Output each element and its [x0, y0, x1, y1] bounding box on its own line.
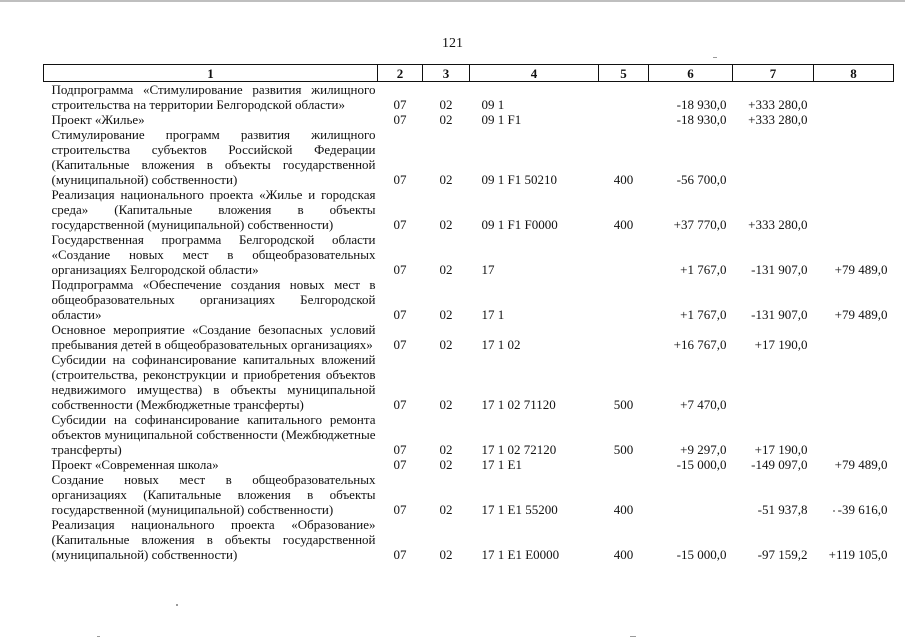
- row-amount-col8: +79 489,0: [834, 262, 888, 277]
- row-subsection: 02: [439, 97, 453, 112]
- row-name: Проект «Жилье»: [51, 112, 145, 127]
- row-amount-col7: +333 280,0: [748, 112, 808, 127]
- row-amount-col7: -97 159,2: [757, 547, 808, 562]
- row-amount-col8: [814, 352, 894, 412]
- row-amount-col8: [814, 322, 894, 352]
- header-col-4: 4: [470, 65, 599, 82]
- row-amount-col8: [814, 187, 894, 232]
- row-amount-col6: -15 000,0: [676, 457, 727, 472]
- row-amount-col8: [814, 112, 894, 127]
- row-expense-type: 400: [613, 172, 634, 187]
- table-row: [44, 472, 894, 517]
- row-name: Субсидии на софинансирование капитального ремонта объектов муниципальной собственности (Межбюджетные трансферты): [51, 412, 376, 457]
- row-amount-col7: -131 907,0: [751, 262, 808, 277]
- row-name: Государственная программа Белгородской области «Создание новых мест в общеобразовательных организациях Белгородской области»: [51, 232, 376, 277]
- scan-speck: [713, 57, 717, 58]
- row-target-code: 17 1 02: [481, 337, 521, 352]
- row-amount-col7: +17 190,0: [754, 337, 808, 352]
- header-col-6: 6: [649, 65, 733, 82]
- row-section: 07: [393, 307, 407, 322]
- page-number: 121: [442, 36, 463, 51]
- row-amount-col6: +1 767,0: [680, 262, 727, 277]
- table-row: [44, 112, 894, 127]
- table-row: [44, 232, 894, 277]
- row-amount-col7: -51 937,8: [757, 502, 808, 517]
- row-subsection: 02: [439, 337, 453, 352]
- row-name: Проект «Современная школа»: [51, 457, 219, 472]
- budget-table: [43, 64, 894, 562]
- header-row: [44, 65, 894, 82]
- row-expense-type: 500: [613, 442, 634, 457]
- row-section: 07: [393, 112, 407, 127]
- row-amount-col6: -15 000,0: [676, 547, 727, 562]
- row-name: Подпрограмма «Стимулирование развития жилищного строительства на территории Белгородской области»: [51, 82, 376, 112]
- row-target-code: 09 1 F1: [481, 112, 522, 127]
- table-row: [44, 187, 894, 232]
- row-subsection: 02: [439, 112, 453, 127]
- row-target-code: 17 1: [481, 307, 505, 322]
- row-target-code: 17 1 E1: [481, 457, 522, 472]
- row-subsection: 02: [439, 547, 453, 562]
- table-row: [44, 82, 894, 113]
- table-row: [44, 127, 894, 187]
- row-amount-col7: +17 190,0: [754, 442, 808, 457]
- row-target-code: 17 1 02 72120: [481, 442, 557, 457]
- row-section: 07: [393, 262, 407, 277]
- row-subsection: 02: [439, 262, 453, 277]
- row-amount-col6: +7 470,0: [680, 397, 727, 412]
- table-row: [44, 352, 894, 412]
- row-subsection: 02: [439, 442, 453, 457]
- row-amount-col7: [733, 352, 814, 412]
- row-target-code: 17 1 E1 55200: [481, 502, 558, 517]
- row-section: 07: [393, 97, 407, 112]
- row-section: 07: [393, 397, 407, 412]
- row-amount-col7: +333 280,0: [748, 97, 808, 112]
- row-amount-col8: [814, 82, 894, 113]
- header-col-5: 5: [599, 65, 649, 82]
- row-name: Основное мероприятие «Создание безопасных условий пребывания детей в общеобразовательных организациях»: [51, 322, 376, 352]
- row-amount-col7: +333 280,0: [748, 217, 808, 232]
- row-name: Реализация национального проекта «Жилье и городская среда» (Капитальные вложения в объекты государственной (муниципальной) собственности): [51, 187, 376, 232]
- row-target-code: 09 1: [481, 97, 505, 112]
- row-amount-col7: -149 097,0: [751, 457, 808, 472]
- row-target-code: 17: [481, 262, 495, 277]
- table-row: [44, 457, 894, 472]
- row-section: 07: [393, 547, 407, 562]
- row-amount-col6: -18 930,0: [676, 97, 727, 112]
- row-target-code: 09 1 F1 50210: [481, 172, 557, 187]
- row-amount-col6: -18 930,0: [676, 112, 727, 127]
- row-expense-type: [599, 322, 649, 352]
- table-row: [44, 277, 894, 322]
- row-amount-col7: -131 907,0: [751, 307, 808, 322]
- row-section: 07: [393, 442, 407, 457]
- row-section: 07: [393, 217, 407, 232]
- row-name: Создание новых мест в общеобразовательных организациях (Капитальные вложения в объекты государственной (муниципальной) собственности): [51, 472, 376, 517]
- row-amount-col8: +119 105,0: [828, 547, 888, 562]
- table-row: [44, 322, 894, 352]
- row-amount-col8: +79 489,0: [834, 307, 888, 322]
- header-col-8: 8: [814, 65, 894, 82]
- row-section: 07: [393, 457, 407, 472]
- row-subsection: 02: [439, 457, 453, 472]
- row-amount-col8: [814, 412, 894, 457]
- row-section: 07: [393, 502, 407, 517]
- row-section: 07: [393, 172, 407, 187]
- row-amount-col6: +16 767,0: [673, 337, 727, 352]
- scan-speck: [630, 636, 636, 637]
- row-amount-col8: [814, 127, 894, 187]
- row-expense-type: [599, 82, 649, 113]
- row-subsection: 02: [439, 217, 453, 232]
- row-expense-type: 400: [613, 547, 634, 562]
- scan-speck: [833, 510, 835, 512]
- row-section: 07: [393, 337, 407, 352]
- row-subsection: 02: [439, 172, 453, 187]
- table-row: [44, 412, 894, 457]
- table-row: [44, 517, 894, 562]
- scan-edge: [0, 0, 905, 2]
- row-name: Субсидии на софинансирование капитальных вложений (строительства, реконструкции и приобретения объектов недвижимого имущества) в объекты муниципальной собственности (Межбюджетные трансферты): [51, 352, 376, 412]
- row-expense-type: [599, 232, 649, 277]
- row-target-code: 17 1 E1 E0000: [481, 547, 560, 562]
- scan-speck: [176, 604, 178, 606]
- row-amount-col7: [733, 127, 814, 187]
- row-expense-type: [599, 277, 649, 322]
- row-amount-col6: +37 770,0: [673, 217, 727, 232]
- header-col-3: 3: [423, 65, 470, 82]
- header-col-2: 2: [378, 65, 423, 82]
- row-name: Подпрограмма «Обеспечение создания новых мест в общеобразовательных организациях Белгородской области»: [51, 277, 376, 322]
- header-col-1: 1: [44, 65, 378, 82]
- row-amount-col6: +9 297,0: [680, 442, 727, 457]
- row-name: Реализация национального проекта «Образование» (Капитальные вложения в объекты государственной (муниципальной) собственности): [51, 517, 376, 562]
- row-target-code: 17 1 02 71120: [481, 397, 556, 412]
- row-name: Стимулирование программ развития жилищного строительства субъектов Российской Федерации (Капитальные вложения в объекты государственной (муниципальной) собственности): [51, 127, 376, 187]
- row-expense-type: [599, 112, 649, 127]
- row-expense-type: 500: [613, 397, 634, 412]
- row-subsection: 02: [439, 502, 453, 517]
- row-subsection: 02: [439, 397, 453, 412]
- row-expense-type: [599, 457, 649, 472]
- row-subsection: 02: [439, 307, 453, 322]
- row-amount-col8: -39 616,0: [837, 502, 888, 517]
- row-amount-col6: [649, 472, 733, 517]
- row-amount-col8: +79 489,0: [834, 457, 888, 472]
- row-amount-col6: +1 767,0: [680, 307, 727, 322]
- row-target-code: 09 1 F1 F0000: [481, 217, 558, 232]
- scan-speck: [97, 636, 100, 637]
- row-expense-type: 400: [613, 502, 634, 517]
- header-col-7: 7: [733, 65, 814, 82]
- row-expense-type: 400: [613, 217, 634, 232]
- row-amount-col6: -56 700,0: [676, 172, 727, 187]
